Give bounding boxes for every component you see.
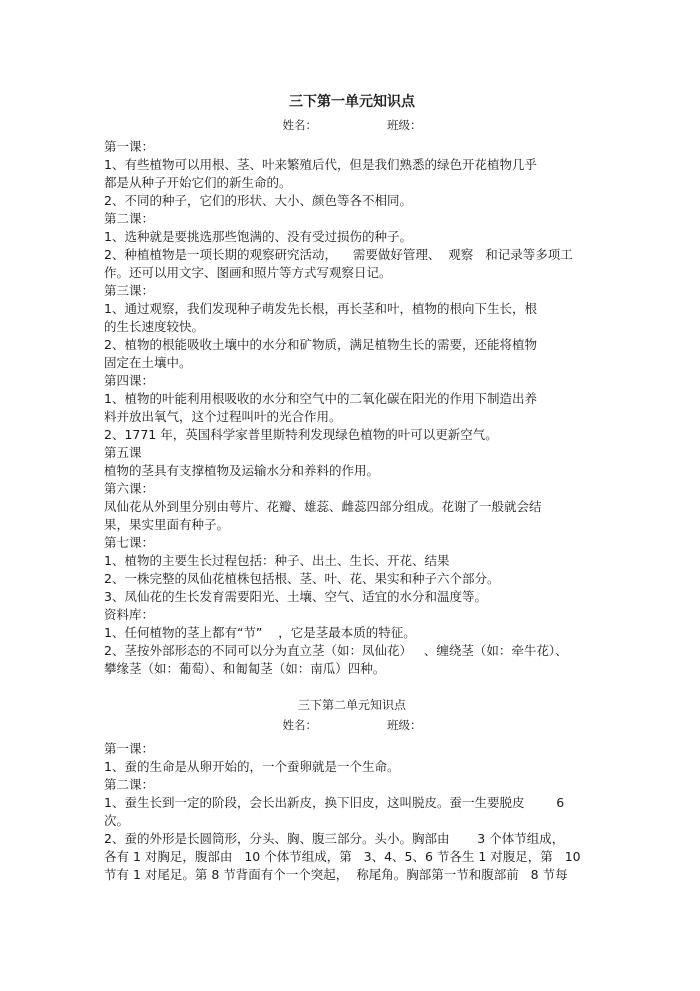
lesson-section (104, 534, 600, 606)
name-label: 姓名： (282, 118, 317, 132)
lesson-heading: 第二课： (104, 211, 155, 226)
lesson-section (104, 138, 600, 210)
lesson-section (104, 740, 600, 776)
lesson-line: 2、不同的种子，它们的形状、大小、颜色等各不相同。 (104, 193, 412, 208)
lesson-line: 2、蚕的外形是长圆筒形，分头、胸、腹三部分。头小。胸部由 3 个体节组成， (104, 831, 565, 846)
unit-two-title: 三下第二单元知识点 (297, 698, 406, 712)
lesson-line: 1、蚕的生命是从卵开始的，一个蚕卵就是一个生命。 (104, 759, 400, 774)
lesson-line: 1、植物的叶能利用根吸收的水分和空气中的二氧化碳在阳光的作用下制造出养 (104, 391, 537, 406)
lesson-line: 1、选种就是要挑选那些饱满的、没有受过损伤的种子。 (104, 229, 412, 244)
class-label: 班级： (387, 118, 422, 132)
lesson-section (104, 480, 600, 534)
lesson-heading: 资料库： (104, 607, 155, 622)
name-label: 姓名： (282, 718, 317, 732)
lesson-line: 1、有些植物可以用根、茎、叶来繁殖后代，但是我们熟悉的绿色开花植物几乎 (104, 157, 537, 172)
lesson-line: 3、凤仙花的生长发育需要阳光、土壤、空气、适宜的水分和温度等。 (104, 589, 487, 604)
lesson-line: 的生长速度较快。 (104, 319, 205, 334)
lesson-line: 2、1771 年，英国科学家普里斯特利发现绿色植物的叶可以更新空气。 (104, 427, 498, 442)
lesson-line: 节有 1 对尾足。第 8 节背面有个一个突起， 称尾角。胸部第一节和腹部前 8 节每 (104, 867, 568, 882)
lesson-heading: 第四课： (104, 373, 155, 388)
document-content (104, 92, 600, 884)
lesson-line: 都是从种子开始它们的新生命的。 (104, 175, 292, 190)
lesson-line: 2、一株完整的凤仙花植株包括根、茎、叶、花、果实和种子六个部分。 (104, 571, 500, 586)
lesson-line: 1、蚕生长到一定的阶段，会长出新皮，换下旧皮，这叫脱皮。蚕一生要脱皮 6 (104, 795, 565, 810)
lesson-line: 各有 1 对胸足，腹部由 10 个体节组成，第 3、4、5、6 节各生 1 对腹足，第 10 (104, 849, 581, 864)
unit-two-meta (104, 716, 600, 734)
lesson-line: 凤仙花从外到里分别由萼片、花瓣、雄蕊、雌蕊四部分组成。花谢了一般就会结 (104, 499, 542, 514)
lesson-line: 1、植物的主要生长过程包括：种子、出土、生长、开花、结果 (104, 553, 450, 568)
lesson-section (104, 444, 600, 480)
lesson-section (104, 776, 600, 884)
lesson-section (104, 606, 600, 678)
lesson-heading: 第一课： (104, 139, 155, 154)
lesson-section (104, 210, 600, 282)
lesson-line: 料并放出氧气，这个过程叫叶的光合作用。 (104, 409, 342, 424)
unit-two (104, 696, 600, 884)
unit-one (104, 92, 600, 678)
lesson-heading: 第一课： (104, 741, 155, 756)
lesson-line: 2、种植植物是一项长期的观察研究活动， 需要做好管理、 观察 和记录等多项工 (104, 247, 573, 262)
lesson-heading: 第六课： (104, 481, 155, 496)
lesson-section (104, 282, 600, 372)
lesson-section (104, 372, 600, 444)
lesson-heading: 第七课： (104, 535, 155, 550)
unit-one-title: 三下第一单元知识点 (289, 94, 415, 110)
unit-one-lessons (104, 138, 600, 678)
lesson-line: 果，果实里面有种子。 (104, 517, 230, 532)
unit-one-meta (104, 116, 600, 134)
lesson-line: 1、通过观察，我们发现种子萌发先长根，再长茎和叶，植物的根向下生长，根 (104, 301, 537, 316)
lesson-heading: 第二课： (104, 777, 155, 792)
lesson-line: 2、茎按外部形态的不同可以分为直立茎（如：凤仙花） 、缠绕茎（如：牵牛花）、 (104, 643, 568, 658)
lesson-line: 植物的茎具有支撑植物及运输水分和养料的作用。 (104, 463, 380, 478)
lesson-line: 固定在土壤中。 (104, 355, 192, 370)
lesson-heading: 第五课 (104, 445, 142, 460)
class-label: 班级： (387, 718, 422, 732)
unit-two-lessons (104, 740, 600, 884)
lesson-line: 攀缘茎（如：葡萄）、和匍匐茎（如：南瓜）四种。 (104, 661, 386, 676)
lesson-line: 2、植物的根能吸收土壤中的水分和矿物质，满足植物生长的需要，还能将植物 (104, 337, 537, 352)
lesson-line: 1、任何植物的茎上都有“节” ，它是茎最本质的特征。 (104, 625, 416, 640)
lesson-line: 作。还可以用文字、图画和照片等方式写观察日记。 (104, 265, 392, 280)
lesson-heading: 第三课： (104, 283, 155, 298)
lesson-line: 次。 (104, 813, 130, 828)
